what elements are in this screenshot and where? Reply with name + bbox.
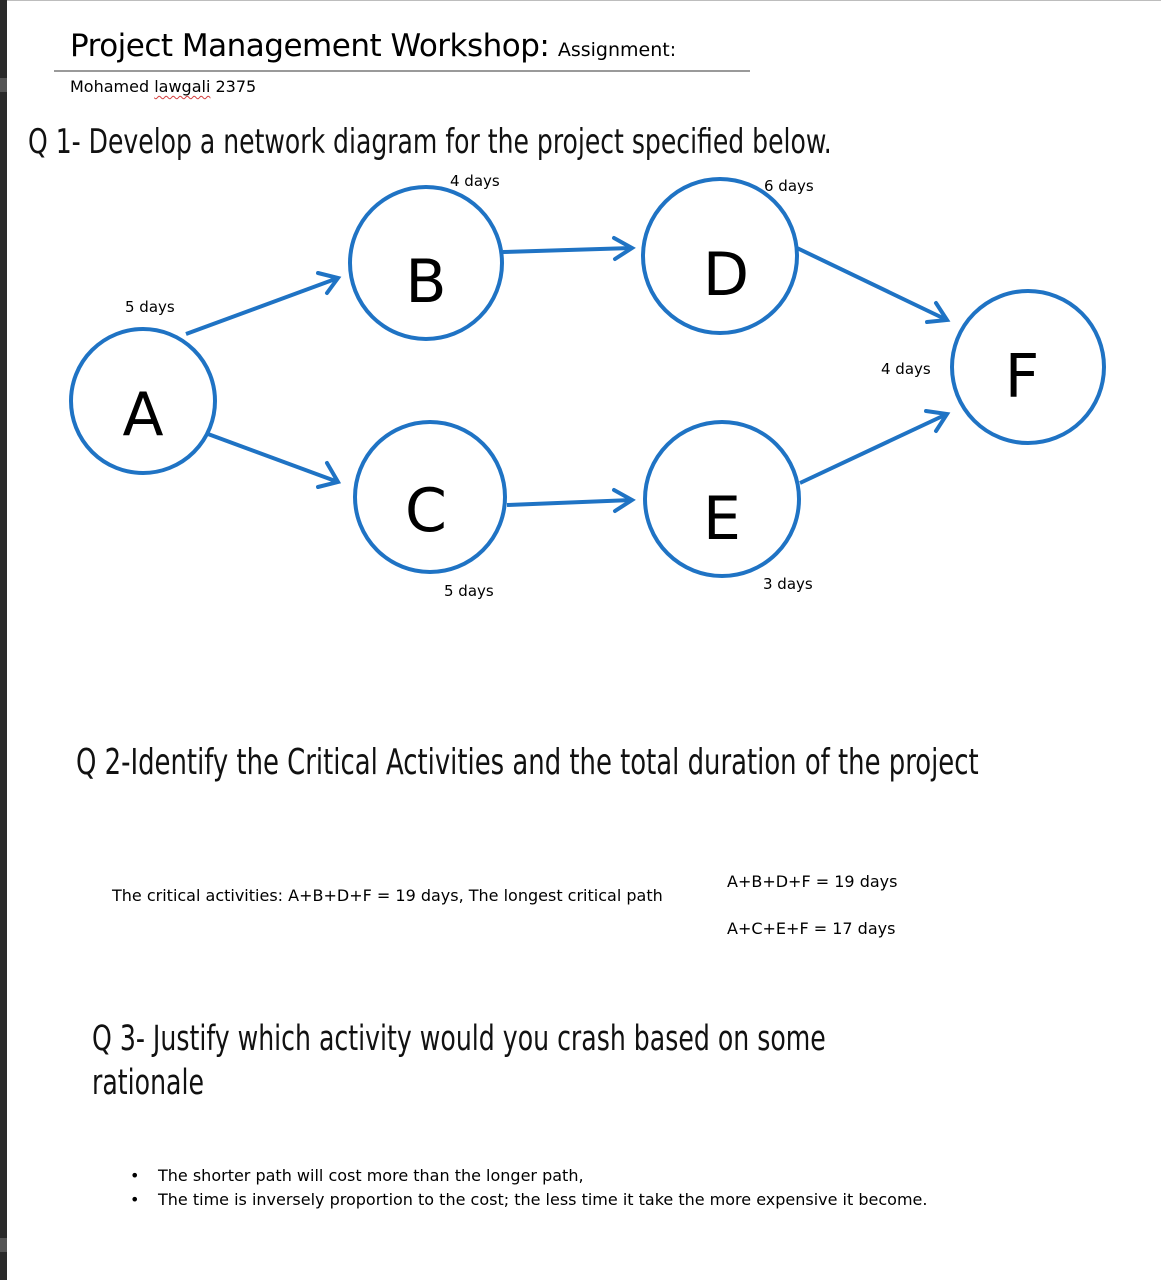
edge-a-b (186, 273, 338, 334)
author-id: 2375 (215, 77, 257, 96)
edge-a-c (208, 434, 338, 487)
list-item-text: The time is inversely proportion to the cost; the less time it take the more expensive it become. (158, 1190, 928, 1209)
title-subtitle: Assignment: (557, 39, 677, 61)
duration-c: 5 days (444, 582, 494, 600)
node-c (355, 422, 505, 572)
window-border-mark (0, 1238, 7, 1252)
document-title (70, 28, 676, 64)
path-abdf: A+B+D+F = 19 days (727, 872, 898, 891)
node-label-f: F (1004, 342, 1040, 412)
duration-b: 4 days (450, 172, 500, 190)
list-item (130, 1166, 927, 1190)
path-acef: A+C+E+F = 17 days (727, 919, 896, 938)
node-label-b: B (405, 247, 447, 317)
question-3-heading: Q 3- Justify which activity would you crash based on some rationale (92, 1019, 826, 1103)
author-line (70, 77, 256, 96)
edge-c-e (507, 490, 632, 511)
edges (186, 238, 947, 511)
duration-e: 3 days (763, 575, 813, 593)
rationale-list (130, 1166, 927, 1214)
duration-a: 5 days (125, 298, 175, 316)
window-border-mark (0, 78, 7, 92)
node-a (71, 329, 215, 473)
author-surname: lawgali (154, 77, 211, 96)
edge-b-d (503, 238, 632, 259)
duration-f: 4 days (881, 360, 931, 378)
node-d (643, 179, 797, 333)
node-f (952, 291, 1104, 443)
network-diagram (0, 160, 1161, 610)
critical-activities-line (112, 886, 663, 905)
bullet-icon: • (130, 1166, 140, 1185)
critical-activities-answer: A+B+D+F = 19 days, The longest critical path (288, 886, 663, 905)
node-label-c: C (405, 476, 447, 546)
edge-e-f (800, 411, 947, 483)
critical-activities-label: The critical activities: (112, 886, 284, 905)
list-item-text: The shorter path will cost more than the longer path, (158, 1166, 584, 1185)
node-b (350, 187, 502, 339)
title-divider (54, 70, 750, 72)
title-main: Project Management Workshop: (70, 28, 550, 64)
window-top-border (7, 0, 1161, 1)
bullet-icon: • (130, 1190, 140, 1209)
question-1-heading: Q 1- Develop a network diagram for the project specified below. (28, 122, 832, 162)
author-name: Mohamed (70, 77, 150, 96)
question-2-heading: Q 2-Identify the Critical Activities and the total duration of the project (76, 742, 979, 783)
duration-d: 6 days (764, 177, 814, 195)
node-e (645, 422, 799, 576)
node-label-a: A (122, 380, 164, 450)
list-item (130, 1190, 927, 1214)
node-label-e: E (703, 484, 741, 554)
node-label-d: D (702, 240, 750, 310)
edge-d-f (797, 248, 947, 322)
